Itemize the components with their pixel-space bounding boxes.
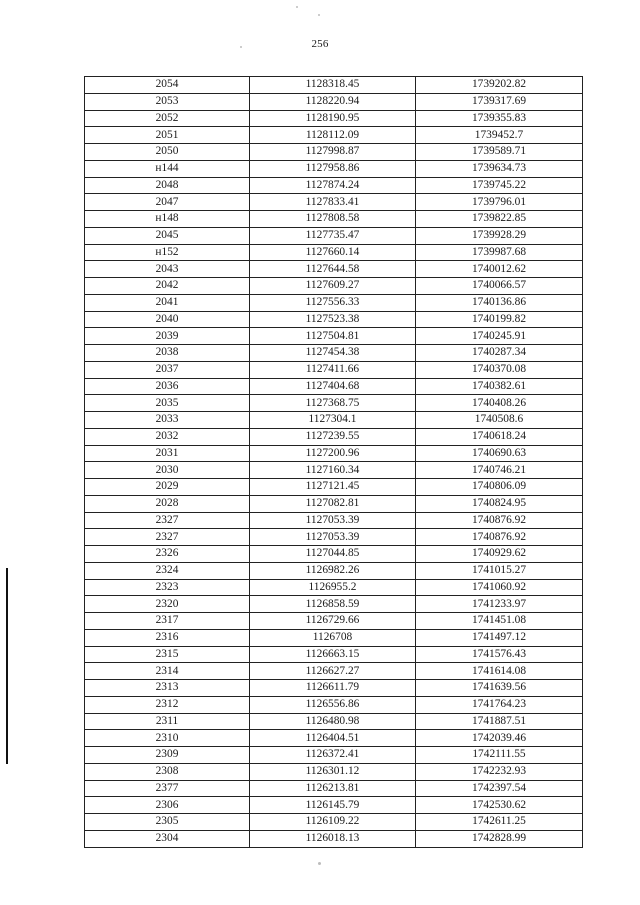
x-coordinate-cell: 1127523.38 bbox=[250, 311, 416, 328]
point-number-cell: 2035 bbox=[85, 395, 250, 412]
y-coordinate-cell: 1742530.62 bbox=[416, 797, 583, 814]
x-coordinate-cell: 1126372.41 bbox=[250, 747, 416, 764]
table-row bbox=[85, 830, 583, 847]
x-coordinate-cell: 1128112.09 bbox=[250, 127, 416, 144]
x-coordinate-cell: 1127044.85 bbox=[250, 546, 416, 563]
y-coordinate-cell: 1741576.43 bbox=[416, 646, 583, 663]
y-coordinate-cell: 1739317.69 bbox=[416, 93, 583, 110]
y-coordinate-cell: 1740370.08 bbox=[416, 361, 583, 378]
point-number-cell: 2320 bbox=[85, 596, 250, 613]
x-coordinate-cell: 1127833.41 bbox=[250, 194, 416, 211]
table-row bbox=[85, 328, 583, 345]
y-coordinate-cell: 1742232.93 bbox=[416, 763, 583, 780]
x-coordinate-cell: 1126708 bbox=[250, 629, 416, 646]
y-coordinate-cell: 1741764.23 bbox=[416, 696, 583, 713]
scan-speck bbox=[296, 6, 298, 8]
table-row bbox=[85, 696, 583, 713]
point-number-cell: 2317 bbox=[85, 613, 250, 630]
table-row bbox=[85, 428, 583, 445]
x-coordinate-cell: 1126556.86 bbox=[250, 696, 416, 713]
y-coordinate-cell: 1740690.63 bbox=[416, 445, 583, 462]
y-coordinate-cell: 1740012.62 bbox=[416, 261, 583, 278]
point-number-cell: 2313 bbox=[85, 680, 250, 697]
y-coordinate-cell: 1740199.82 bbox=[416, 311, 583, 328]
x-coordinate-cell: 1127454.38 bbox=[250, 345, 416, 362]
x-coordinate-cell: 1127609.27 bbox=[250, 278, 416, 295]
x-coordinate-cell: 1127082.81 bbox=[250, 495, 416, 512]
y-coordinate-cell: 1741233.97 bbox=[416, 596, 583, 613]
point-number-cell: 2038 bbox=[85, 345, 250, 362]
table-row bbox=[85, 311, 583, 328]
x-coordinate-cell: 1127504.81 bbox=[250, 328, 416, 345]
point-number-cell: 2306 bbox=[85, 797, 250, 814]
coordinates-table bbox=[84, 76, 583, 848]
table-row bbox=[85, 227, 583, 244]
table-row bbox=[85, 596, 583, 613]
table-row bbox=[85, 747, 583, 764]
point-number-cell: 2377 bbox=[85, 780, 250, 797]
y-coordinate-cell: 1740245.91 bbox=[416, 328, 583, 345]
x-coordinate-cell: 1128220.94 bbox=[250, 93, 416, 110]
y-coordinate-cell: 1740876.92 bbox=[416, 512, 583, 529]
x-coordinate-cell: 1127735.47 bbox=[250, 227, 416, 244]
y-coordinate-cell: 1741614.08 bbox=[416, 663, 583, 680]
x-coordinate-cell: 1127958.86 bbox=[250, 160, 416, 177]
table-body bbox=[85, 77, 583, 848]
table-row bbox=[85, 412, 583, 429]
table-row bbox=[85, 529, 583, 546]
point-number-cell: 2305 bbox=[85, 814, 250, 831]
y-coordinate-cell: 1741639.56 bbox=[416, 680, 583, 697]
y-coordinate-cell: 1742828.99 bbox=[416, 830, 583, 847]
y-coordinate-cell: 1739634.73 bbox=[416, 160, 583, 177]
y-coordinate-cell: 1741451.08 bbox=[416, 613, 583, 630]
y-coordinate-cell: 1739796.01 bbox=[416, 194, 583, 211]
point-number-cell: 2304 bbox=[85, 830, 250, 847]
table-row bbox=[85, 361, 583, 378]
x-coordinate-cell: 1127874.24 bbox=[250, 177, 416, 194]
table-row bbox=[85, 127, 583, 144]
y-coordinate-cell: 1742111.55 bbox=[416, 747, 583, 764]
table-row bbox=[85, 177, 583, 194]
point-number-cell: 2028 bbox=[85, 495, 250, 512]
table-row bbox=[85, 160, 583, 177]
x-coordinate-cell: 1127239.55 bbox=[250, 428, 416, 445]
x-coordinate-cell: 1127200.96 bbox=[250, 445, 416, 462]
table-row bbox=[85, 211, 583, 228]
point-number-cell: 2029 bbox=[85, 479, 250, 496]
x-coordinate-cell: 1127304.1 bbox=[250, 412, 416, 429]
x-coordinate-cell: 1126858.59 bbox=[250, 596, 416, 613]
point-number-cell: 2310 bbox=[85, 730, 250, 747]
table-row bbox=[85, 680, 583, 697]
y-coordinate-cell: 1740508.6 bbox=[416, 412, 583, 429]
x-coordinate-cell: 1126213.81 bbox=[250, 780, 416, 797]
y-coordinate-cell: 1740382.61 bbox=[416, 378, 583, 395]
table-row bbox=[85, 763, 583, 780]
table-row bbox=[85, 730, 583, 747]
table-row bbox=[85, 378, 583, 395]
scan-speck bbox=[318, 14, 320, 16]
table-row bbox=[85, 495, 583, 512]
table-row bbox=[85, 814, 583, 831]
point-number-cell: 2311 bbox=[85, 713, 250, 730]
y-coordinate-cell: 1741015.27 bbox=[416, 562, 583, 579]
table-row bbox=[85, 797, 583, 814]
table-row bbox=[85, 93, 583, 110]
y-coordinate-cell: 1739745.22 bbox=[416, 177, 583, 194]
point-number-cell: 2316 bbox=[85, 629, 250, 646]
table-row bbox=[85, 512, 583, 529]
x-coordinate-cell: 1127411.66 bbox=[250, 361, 416, 378]
table-row bbox=[85, 294, 583, 311]
x-coordinate-cell: 1126145.79 bbox=[250, 797, 416, 814]
point-number-cell: 2326 bbox=[85, 546, 250, 563]
point-number-cell: 2054 bbox=[85, 77, 250, 94]
y-coordinate-cell: 1739355.83 bbox=[416, 110, 583, 127]
x-coordinate-cell: 1127160.34 bbox=[250, 462, 416, 479]
point-number-cell: 2052 bbox=[85, 110, 250, 127]
x-coordinate-cell: 1127644.58 bbox=[250, 261, 416, 278]
y-coordinate-cell: 1740806.09 bbox=[416, 479, 583, 496]
x-coordinate-cell: 1126955.2 bbox=[250, 579, 416, 596]
y-coordinate-cell: 1741887.51 bbox=[416, 713, 583, 730]
y-coordinate-cell: 1740824.95 bbox=[416, 495, 583, 512]
y-coordinate-cell: 1741497.12 bbox=[416, 629, 583, 646]
y-coordinate-cell: 1740136.86 bbox=[416, 294, 583, 311]
table-row bbox=[85, 395, 583, 412]
point-number-cell: н152 bbox=[85, 244, 250, 261]
x-coordinate-cell: 1126663.15 bbox=[250, 646, 416, 663]
x-coordinate-cell: 1126404.51 bbox=[250, 730, 416, 747]
x-coordinate-cell: 1127368.75 bbox=[250, 395, 416, 412]
table-row bbox=[85, 713, 583, 730]
table-row bbox=[85, 110, 583, 127]
y-coordinate-cell: 1742611.25 bbox=[416, 814, 583, 831]
table-row bbox=[85, 445, 583, 462]
x-coordinate-cell: 1126611.79 bbox=[250, 680, 416, 697]
table-row bbox=[85, 780, 583, 797]
x-coordinate-cell: 1127660.14 bbox=[250, 244, 416, 261]
x-coordinate-cell: 1126729.66 bbox=[250, 613, 416, 630]
point-number-cell: 2314 bbox=[85, 663, 250, 680]
point-number-cell: 2040 bbox=[85, 311, 250, 328]
x-coordinate-cell: 1127053.39 bbox=[250, 529, 416, 546]
point-number-cell: 2324 bbox=[85, 562, 250, 579]
point-number-cell: 2308 bbox=[85, 763, 250, 780]
point-number-cell: 2030 bbox=[85, 462, 250, 479]
y-coordinate-cell: 1739928.29 bbox=[416, 227, 583, 244]
point-number-cell: 2327 bbox=[85, 512, 250, 529]
table-row bbox=[85, 244, 583, 261]
table-row bbox=[85, 144, 583, 161]
point-number-cell: 2053 bbox=[85, 93, 250, 110]
page-number: 256 bbox=[311, 38, 329, 50]
scan-speck bbox=[318, 862, 321, 865]
table-row bbox=[85, 462, 583, 479]
y-coordinate-cell: 1740066.57 bbox=[416, 278, 583, 295]
y-coordinate-cell: 1742039.46 bbox=[416, 730, 583, 747]
point-number-cell: 2051 bbox=[85, 127, 250, 144]
y-coordinate-cell: 1739822.85 bbox=[416, 211, 583, 228]
table-row bbox=[85, 479, 583, 496]
point-number-cell: 2048 bbox=[85, 177, 250, 194]
point-number-cell: 2327 bbox=[85, 529, 250, 546]
table-row bbox=[85, 546, 583, 563]
y-coordinate-cell: 1740618.24 bbox=[416, 428, 583, 445]
y-coordinate-cell: 1739589.71 bbox=[416, 144, 583, 161]
y-coordinate-cell: 1740746.21 bbox=[416, 462, 583, 479]
point-number-cell: 2045 bbox=[85, 227, 250, 244]
y-coordinate-cell: 1739202.82 bbox=[416, 77, 583, 94]
x-coordinate-cell: 1128190.95 bbox=[250, 110, 416, 127]
point-number-cell: 2036 bbox=[85, 378, 250, 395]
point-number-cell: 2043 bbox=[85, 261, 250, 278]
point-number-cell: 2033 bbox=[85, 412, 250, 429]
table-row bbox=[85, 261, 583, 278]
table-row bbox=[85, 345, 583, 362]
x-coordinate-cell: 1127998.87 bbox=[250, 144, 416, 161]
point-number-cell: 2047 bbox=[85, 194, 250, 211]
y-coordinate-cell: 1740287.34 bbox=[416, 345, 583, 362]
point-number-cell: 2323 bbox=[85, 579, 250, 596]
x-coordinate-cell: 1126627.27 bbox=[250, 663, 416, 680]
table-row bbox=[85, 278, 583, 295]
x-coordinate-cell: 1127121.45 bbox=[250, 479, 416, 496]
point-number-cell: 2042 bbox=[85, 278, 250, 295]
y-coordinate-cell: 1739452.7 bbox=[416, 127, 583, 144]
x-coordinate-cell: 1128318.45 bbox=[250, 77, 416, 94]
point-number-cell: 2031 bbox=[85, 445, 250, 462]
y-coordinate-cell: 1739987.68 bbox=[416, 244, 583, 261]
y-coordinate-cell: 1740408.26 bbox=[416, 395, 583, 412]
point-number-cell: 2050 bbox=[85, 144, 250, 161]
scan-speck bbox=[240, 46, 242, 48]
y-coordinate-cell: 1740876.92 bbox=[416, 529, 583, 546]
point-number-cell: 2309 bbox=[85, 747, 250, 764]
x-coordinate-cell: 1126109.22 bbox=[250, 814, 416, 831]
point-number-cell: 2037 bbox=[85, 361, 250, 378]
y-coordinate-cell: 1741060.92 bbox=[416, 579, 583, 596]
x-coordinate-cell: 1127053.39 bbox=[250, 512, 416, 529]
table-row bbox=[85, 629, 583, 646]
table-row bbox=[85, 562, 583, 579]
table-row bbox=[85, 579, 583, 596]
point-number-cell: 2315 bbox=[85, 646, 250, 663]
table-row bbox=[85, 663, 583, 680]
point-number-cell: 2039 bbox=[85, 328, 250, 345]
x-coordinate-cell: 1127556.33 bbox=[250, 294, 416, 311]
table-row bbox=[85, 194, 583, 211]
y-coordinate-cell: 1742397.54 bbox=[416, 780, 583, 797]
y-coordinate-cell: 1740929.62 bbox=[416, 546, 583, 563]
x-coordinate-cell: 1126480.98 bbox=[250, 713, 416, 730]
x-coordinate-cell: 1126982.26 bbox=[250, 562, 416, 579]
point-number-cell: 2032 bbox=[85, 428, 250, 445]
x-coordinate-cell: 1126018.13 bbox=[250, 830, 416, 847]
table-row bbox=[85, 77, 583, 94]
point-number-cell: 2041 bbox=[85, 294, 250, 311]
x-coordinate-cell: 1126301.12 bbox=[250, 763, 416, 780]
point-number-cell: 2312 bbox=[85, 696, 250, 713]
x-coordinate-cell: 1127404.68 bbox=[250, 378, 416, 395]
table-row bbox=[85, 646, 583, 663]
table-row bbox=[85, 613, 583, 630]
scan-margin-bar bbox=[6, 568, 8, 764]
point-number-cell: н148 bbox=[85, 211, 250, 228]
point-number-cell: н144 bbox=[85, 160, 250, 177]
x-coordinate-cell: 1127808.58 bbox=[250, 211, 416, 228]
